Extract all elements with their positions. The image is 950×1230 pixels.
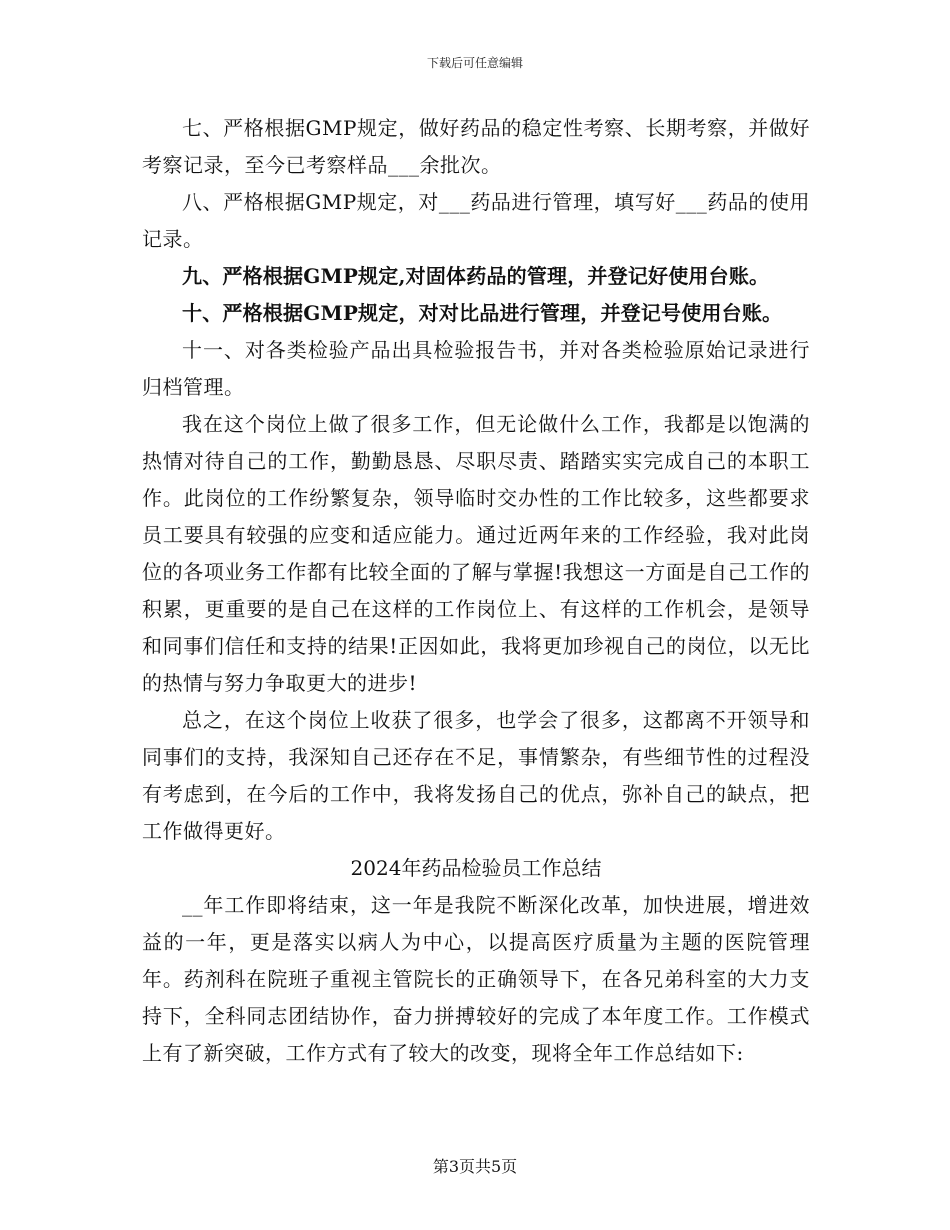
paragraph-item-9: 九、严格根据GMP规定,对固体药品的管理，并登记好使用台账。 xyxy=(182,264,770,288)
paragraph-item-7: 七、严格根据GMP规定，做好药品的稳定性考察、长期考察，并做好考察记录，至今已考察样品___余批次。 xyxy=(142,116,810,177)
paragraph-item-11: 十一、对各类检验产品出具检验报告书，并对各类检验原始记录进行归档管理。 xyxy=(142,338,810,399)
section-title: 2024年药品检验员工作总结 xyxy=(350,856,602,880)
paragraph-conclusion: 总之，在这个岗位上收获了很多，也学会了很多，这都离不开领导和同事们的支持，我深知自己还存在不足，事情繁杂，有些细节性的过程没有考虑到，在今后的工作中，我将发扬自己的优点，弥补自己的缺点，把工作做得更好。 xyxy=(142,708,810,843)
document-body xyxy=(142,110,810,1072)
page-number: 第3页共5页 xyxy=(432,1157,518,1176)
paragraph-intro: __年工作即将结束，这一年是我院不断深化改革，加快进展，增进效益的一年，更是落实以病人为中心，以提高医疗质量为主题的医院管理年。药剂科在院班子重视主管院长的正确领导下，在各兄弟科室的大力支持下，全科同志团结协作，奋力拼搏较好的完成了本年度工作。工作模式上有了新突破，工作方式有了较大的改变，现将全年工作总结如下: xyxy=(142,893,810,1065)
header-note: 下载后可任意编辑 xyxy=(426,56,523,70)
paragraph-item-8: 八、严格根据GMP规定，对___药品进行管理，填写好___药品的使用记录。 xyxy=(142,190,810,251)
paragraph-item-10: 十、严格根据GMP规定，对对比品进行管理，并登记号使用台账。 xyxy=(182,301,783,325)
paragraph-work-description: 我在这个岗位上做了很多工作，但无论做什么工作，我都是以饱满的热情对待自己的工作，勤勤恳恳、尽职尽责、踏踏实实完成自己的本职工作。此岗位的工作纷繁复杂，领导临时交办性的工作比较多，这些都要求员工要具有较强的应变和适应能力。通过近两年来的工作经验，我对此岗位的各项业务工作都有比较全面的了解与掌握!我想这一方面是自己工作的积累，更重要的是自己在这样的工作岗位上、有这样的工作机会，是领导和同事们信任和支持的结果!正因如此，我将更加珍视自己的岗位，以无比的热情与努力争取更大的进步! xyxy=(142,412,810,695)
